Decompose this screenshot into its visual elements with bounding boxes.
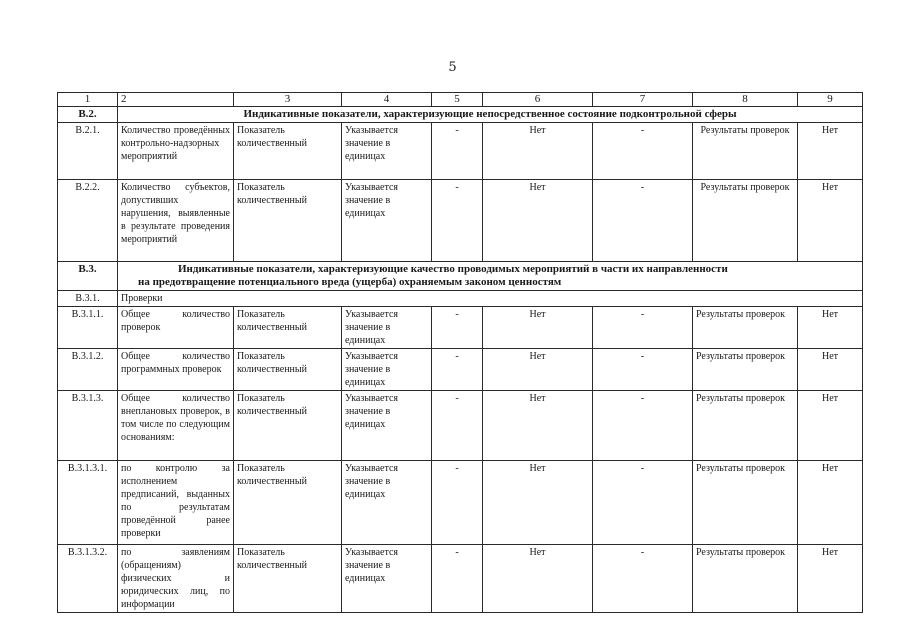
header-row [58, 93, 863, 107]
section-code: В.3. [58, 262, 118, 291]
row-measure: Указывается значение в единицах [342, 123, 432, 180]
row-col7: - [593, 123, 693, 180]
row-col6: Нет [483, 391, 593, 461]
row-code: В.3.1.2. [58, 349, 118, 391]
table-row [58, 545, 863, 613]
row-col7: - [593, 180, 693, 262]
row-col6: Нет [483, 180, 593, 262]
row-type: Показатель количественный [234, 349, 342, 391]
row-col9: Нет [798, 545, 863, 613]
subsection-row [58, 291, 863, 307]
header-cell: 2 [118, 93, 234, 107]
row-col9: Нет [798, 123, 863, 180]
table-row [58, 349, 863, 391]
row-name: Общее количество программных проверок [118, 349, 234, 391]
row-col5: - [432, 307, 483, 349]
row-col5: - [432, 391, 483, 461]
row-col7: - [593, 545, 693, 613]
row-col7: - [593, 307, 693, 349]
row-col6: Нет [483, 349, 593, 391]
header-cell: 3 [234, 93, 342, 107]
row-col6: Нет [483, 545, 593, 613]
table-row [58, 180, 863, 262]
row-type: Показатель количественный [234, 180, 342, 262]
section-row [58, 262, 863, 291]
row-name: по заявлениям (обращениям) физических и юридических лиц, по информации [118, 545, 234, 613]
section-row [58, 107, 863, 123]
table-row [58, 123, 863, 180]
row-name: по контролю за исполнением предписаний, выданных по результатам проведённой ранее проверки [118, 461, 234, 545]
row-col8: Результаты проверок [693, 391, 798, 461]
row-code: В.2.2. [58, 180, 118, 262]
section-code: В.2. [58, 107, 118, 123]
row-col6: Нет [483, 307, 593, 349]
row-col5: - [432, 123, 483, 180]
row-type: Показатель количественный [234, 123, 342, 180]
row-col5: - [432, 545, 483, 613]
row-col7: - [593, 349, 693, 391]
row-col9: Нет [798, 391, 863, 461]
row-type: Показатель количественный [234, 461, 342, 545]
row-col5: - [432, 461, 483, 545]
row-code: В.3.1.3.1. [58, 461, 118, 545]
row-col6: Нет [483, 123, 593, 180]
row-col8: Результаты проверок [693, 545, 798, 613]
section-title [118, 262, 863, 291]
row-col9: Нет [798, 307, 863, 349]
row-col7: - [593, 391, 693, 461]
row-type: Показатель количественный [234, 307, 342, 349]
row-measure: Указывается значение в единицах [342, 391, 432, 461]
row-col9: Нет [798, 180, 863, 262]
table-row [58, 391, 863, 461]
row-col8: Результаты проверок [693, 461, 798, 545]
header-cell: 6 [483, 93, 593, 107]
page-number: 5 [448, 60, 457, 75]
row-code: В.2.1. [58, 123, 118, 180]
section-title: Индикативные показатели, характеризующие непосредственное состояние подконтрольной сферы [118, 107, 863, 123]
row-measure: Указывается значение в единицах [342, 180, 432, 262]
row-col6: Нет [483, 461, 593, 545]
row-code: В.3.1.3. [58, 391, 118, 461]
row-measure: Указывается значение в единицах [342, 545, 432, 613]
subsection-code: В.3.1. [58, 291, 118, 307]
row-col8: Результаты проверок [693, 349, 798, 391]
row-col9: Нет [798, 349, 863, 391]
section-title-line: на предотвращение потенциального вреда (ущерба) охраняемым законом ценностям [138, 276, 562, 288]
row-col8: Результаты проверок [693, 180, 798, 262]
section-title-line: Индикативные показатели, характеризующие качество проводимых мероприятий в части их направленности [178, 263, 728, 275]
header-cell: 1 [58, 93, 118, 107]
row-name: Общее количество проверок [118, 307, 234, 349]
row-col7: - [593, 461, 693, 545]
header-cell: 7 [593, 93, 693, 107]
header-cell: 5 [432, 93, 483, 107]
row-type: Показатель количественный [234, 545, 342, 613]
row-type: Показатель количественный [234, 391, 342, 461]
header-cell: 9 [798, 93, 863, 107]
subsection-title: Проверки [118, 291, 863, 307]
row-col5: - [432, 349, 483, 391]
row-col8: Результаты проверок [693, 307, 798, 349]
row-col9: Нет [798, 461, 863, 545]
header-cell: 8 [693, 93, 798, 107]
row-measure: Указывается значение в единицах [342, 307, 432, 349]
row-measure: Указывается значение в единицах [342, 349, 432, 391]
row-code: В.3.1.3.2. [58, 545, 118, 613]
row-code: В.3.1.1. [58, 307, 118, 349]
row-name: Общее количество внеплановых проверок, в том числе по следующим основаниям: [118, 391, 234, 461]
row-col5: - [432, 180, 483, 262]
table-row [58, 307, 863, 349]
table-row [58, 461, 863, 545]
row-col8: Результаты проверок [693, 123, 798, 180]
row-name: Количество проведённых контрольно-надзорных мероприятий [118, 123, 234, 180]
indicators-table [57, 92, 863, 613]
row-measure: Указывается значение в единицах [342, 461, 432, 545]
row-name: Количество субъектов, допустивших нарушения, выявленные в результате проведения мероприятий [118, 180, 234, 262]
header-cell: 4 [342, 93, 432, 107]
